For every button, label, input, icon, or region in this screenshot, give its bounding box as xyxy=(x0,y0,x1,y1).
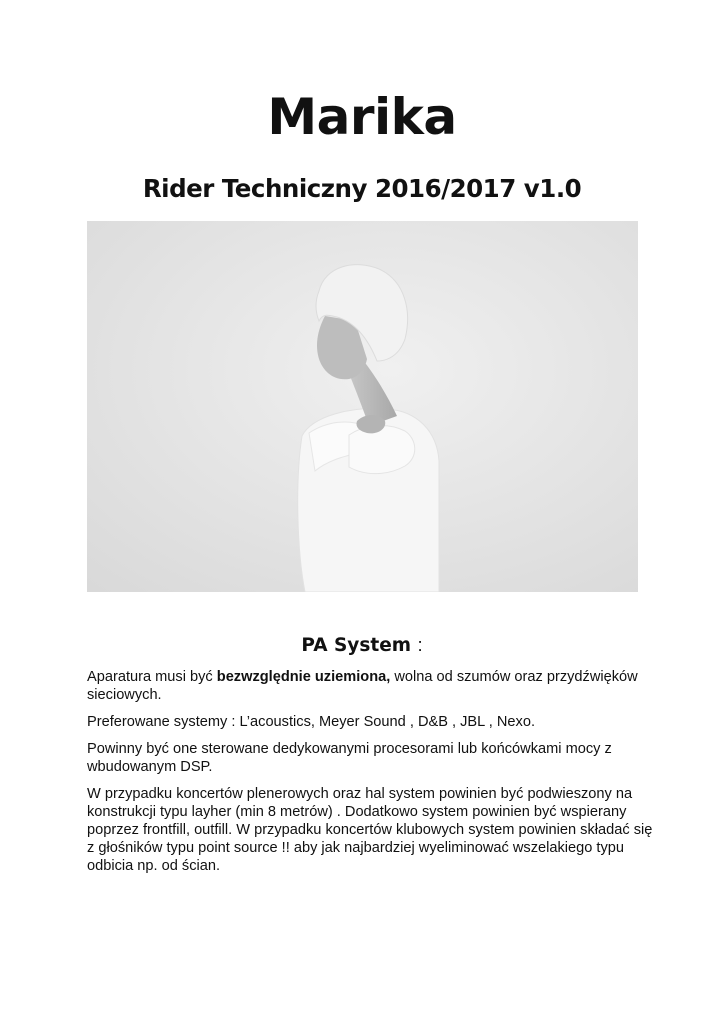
paragraph-grounding xyxy=(87,668,657,704)
paragraph-grounding-emphasis: bezwzględnie uziemiona, xyxy=(216,669,391,685)
paragraph-preferred-systems: Preferowane systemy : L’acoustics, Meyer Sound , D&B , JBL , Nexo. xyxy=(87,714,536,730)
document-title: Marika xyxy=(267,88,457,146)
paragraph-processors: Powinny być one sterowane dedykowanymi procesorami lub końcówkami mocy z wbudowanym DSP. xyxy=(87,741,612,775)
pa-system-heading-colon: : xyxy=(417,634,423,655)
portrait-illustration xyxy=(87,221,638,592)
paragraph-grounding-pre: Aparatura musi być xyxy=(87,669,217,685)
document-subtitle: Rider Techniczny 2016/2017 v1.0 xyxy=(142,174,582,203)
portrait-photo xyxy=(87,221,638,592)
pa-system-heading xyxy=(0,634,724,656)
paragraph-rigging: W przypadku koncertów plenerowych oraz hal system powinien być podwieszony na konstrukcji typu layher (min 8 metrów) . Dodatkowo system powinien być wspierany poprzez frontfill, outfill. W przypadku koncertów klubowych system powinien składać się z głośników typu point source !! aby jak najbardziej wyeliminować wszelakiego typu odbicia np. od ścian. xyxy=(87,786,653,874)
paragraph-grounding-post: wolna od szumów oraz przydźwięków sieciowych. xyxy=(87,669,638,703)
pa-system-heading-text: PA System xyxy=(301,635,412,656)
pa-system-body xyxy=(87,668,657,884)
